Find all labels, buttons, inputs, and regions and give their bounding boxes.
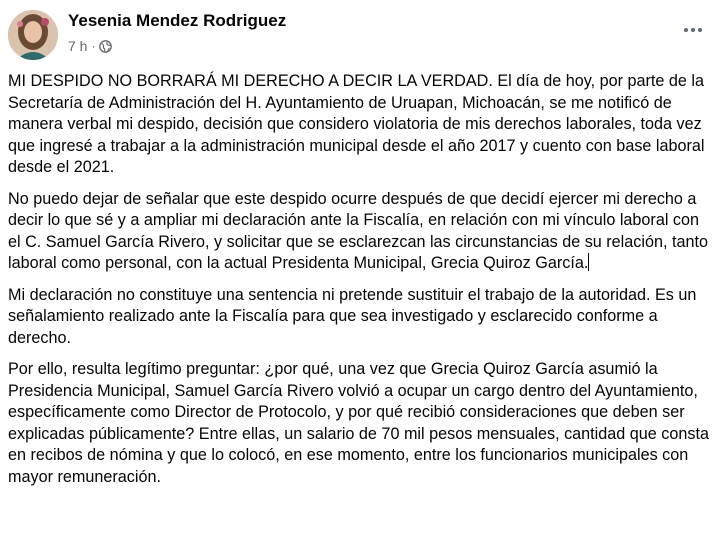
post-paragraph-4: Por ello, resulta legítimo preguntar: ¿por qué, una vez que Grecia Quiroz García asumió la Presidencia Municipal, Samuel García Rivero volvió a ocupar un cargo dentro del Ayuntamiento, específicamente como Director de Protocolo, y por qué recibió consideraciones que deben ser explicadas públicamente? Entre ellas, un salario de 70 mil pesos mensuales, cantidad que consta en recibos de nómina y que lo colocó, en ese momento, entre los funcionarios municipales con mayor remuneración. <box>8 360 709 486</box>
more-options-icon[interactable] <box>680 22 706 38</box>
meta-separator: · <box>91 39 96 53</box>
post-paragraph-2-text: No puedo dejar de señalar que este despido ocurre después de que decidí ejercer mi derecho a decir lo que sé y a ampliar mi declaración ante la Fiscalía, en relación con mi vínculo laboral con el C. Samuel García Rivero, y solicitar que se esclarezcan las circunstancias de su relación, tanto laboral como personal, con la actual Presidenta Municipal, Grecia Quiroz García. <box>8 189 708 272</box>
post-paragraph-2 <box>8 189 714 275</box>
globe-icon[interactable] <box>99 40 112 53</box>
post-paragraph-3: Mi declaración no constituye una sentencia ni pretende sustituir el trabajo de la autoridad. Es un señalamiento realizado ante la Fiscalía para que sea investigado y esclarecido conforme a derecho. <box>8 285 697 347</box>
text-cursor <box>588 253 589 271</box>
post-paragraph-1: MI DESPIDO NO BORRARÁ MI DERECHO A DECIR LA VERDAD. El día de hoy, por parte de la Secretaría de Administración del H. Ayuntamiento de Uruapan, Michoacán, se me notificó de manera verbal mi despido, decisión que considero violatoria de mis derechos laborales, toda vez que ingresé a trabajar a la administración municipal desde el año 2017 y cuento con base laboral desde el 2021. <box>8 72 705 176</box>
post-body <box>8 71 714 498</box>
post-time[interactable]: 7 h <box>68 38 88 54</box>
post-meta <box>68 38 112 54</box>
avatar[interactable] <box>8 10 58 60</box>
author-name[interactable]: Yesenia Mendez Rodriguez <box>68 11 287 30</box>
post-header <box>8 8 710 64</box>
